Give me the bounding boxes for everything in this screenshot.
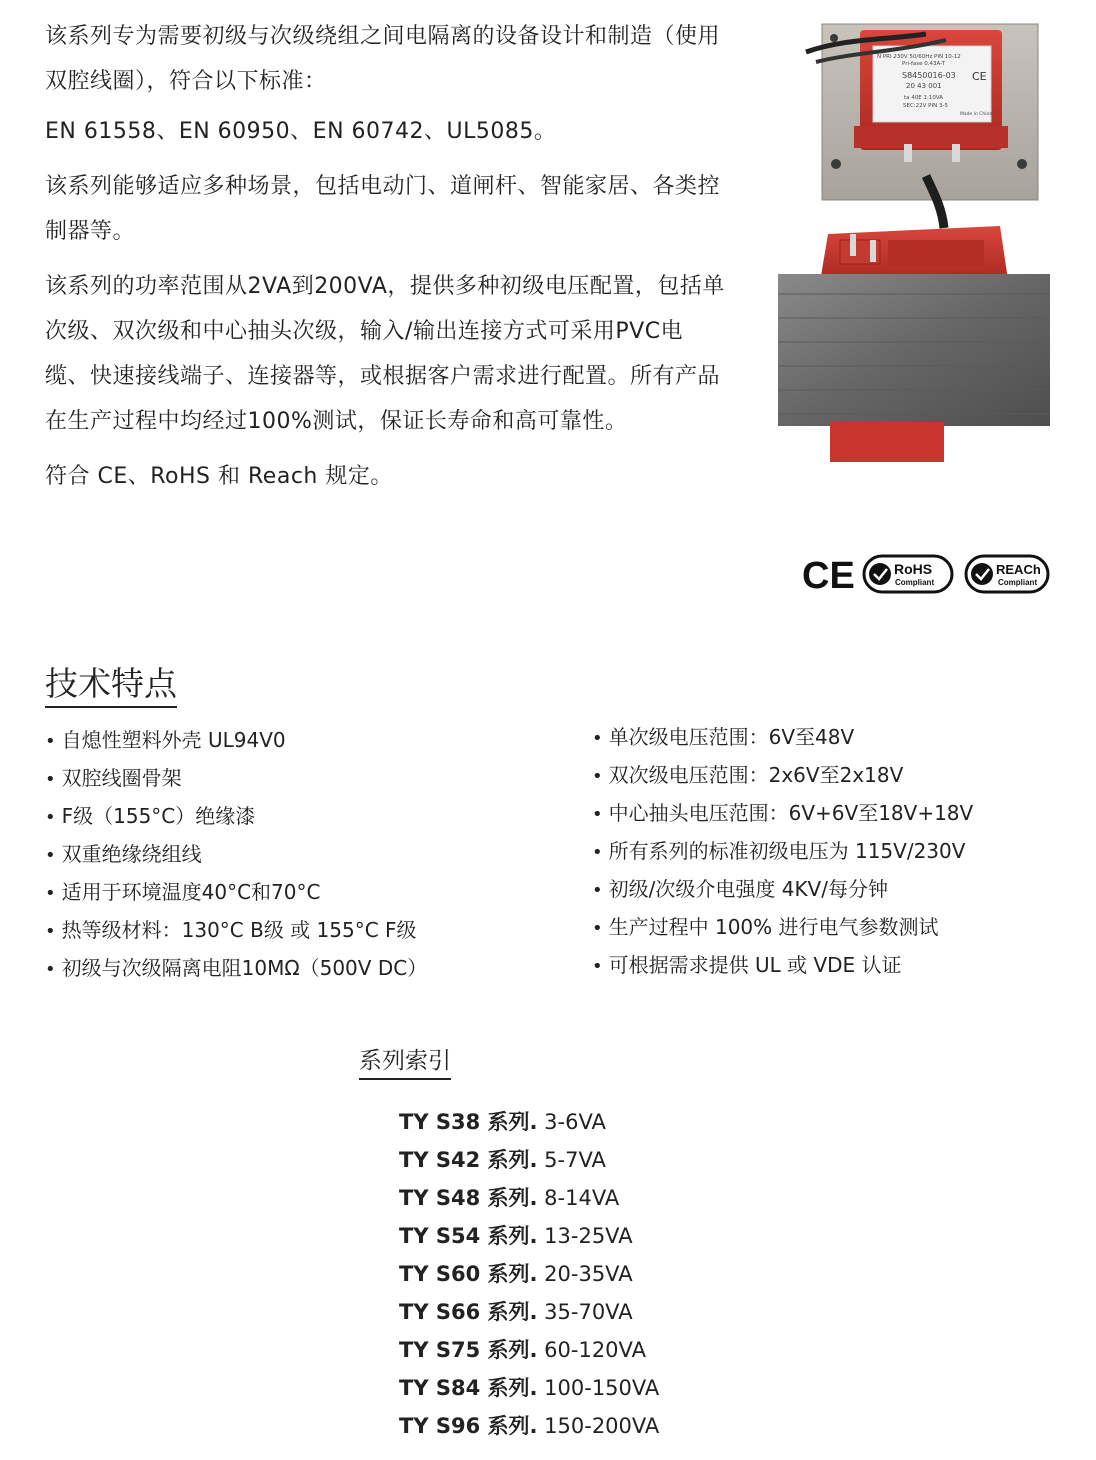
feature-item: • 生产过程中 100% 进行电气参数测试: [592, 909, 973, 947]
feature-item: • 中心抽头电压范围：6V+6V至18V+18V: [592, 795, 973, 833]
feature-item: • 自熄性塑料外壳 UL94V0: [45, 722, 427, 760]
series-code: TY S54 系列.: [399, 1224, 538, 1248]
feature-item: • 初级与次级隔离电阻10MΩ（500V DC）: [45, 950, 427, 988]
feature-item: • 单次级电压范围：6V至48V: [592, 719, 973, 757]
transformer-photo: [776, 18, 1054, 464]
series-index-item: [399, 1407, 659, 1445]
series-range: 150-200VA: [537, 1414, 660, 1438]
label-line: Made in China: [960, 112, 993, 117]
intro-paragraph-standards-lead: 该系列专为需要初级与次级绕组之间电隔离的设备设计和制造（使用双腔线圈），符合以下标准：: [45, 24, 721, 94]
series-code: TY S60 系列.: [399, 1262, 538, 1286]
series-range: 20-35VA: [537, 1262, 633, 1286]
intro-paragraph-power-range: 该系列的功率范围从2VA到200VA，提供多种初级电压配置，包括单次级、双次级和中心抽头次级，输入/输出连接方式可采用PVC电缆、快速接线端子、连接器等，或根据客户需求进行配置。所有产品在生产过程中均经过100%测试，保证长寿命和高可靠性。: [45, 274, 725, 434]
series-range: 60-120VA: [537, 1338, 646, 1362]
lower-laminated-core: [778, 274, 1050, 426]
series-index-item: [399, 1179, 659, 1217]
feature-item: • 双重绝缘绕组线: [45, 836, 427, 874]
svg-text:RoHS: RoHS: [894, 561, 933, 577]
terminal: [904, 144, 912, 162]
series-range: 35-70VA: [537, 1300, 633, 1324]
feature-item: • 所有系列的标准初级电压为 115V/230V: [592, 833, 973, 871]
intro-standards-list: EN 61558、EN 60950、EN 60742、UL5085。: [45, 119, 557, 144]
mount-hole: [831, 159, 841, 169]
intro-paragraph-applications: 该系列能够适应多种场景，包括电动门、道闸杆、智能家居、各类控制器等。: [45, 174, 721, 244]
series-range: 13-25VA: [537, 1224, 633, 1248]
series-index-title: 系列索引: [359, 1044, 451, 1080]
feature-item: • 适用于环境温度40°C和70°C: [45, 874, 427, 912]
svg-text:REACh: REACh: [996, 562, 1041, 577]
svg-text:Compliant: Compliant: [998, 578, 1038, 587]
svg-text:Compliant: Compliant: [895, 578, 935, 587]
series-code: TY S66 系列.: [399, 1300, 538, 1324]
series-range: 8-14VA: [537, 1186, 620, 1210]
rohs-compliant-icon: [864, 556, 952, 592]
mount-hole: [830, 34, 838, 42]
lower-red-base: [830, 422, 944, 462]
series-range: 3-6VA: [537, 1110, 606, 1134]
series-index-item: [399, 1255, 659, 1293]
feature-item: • 双腔线圈骨架: [45, 760, 427, 798]
label-line: Pri-fase 0.43A-T: [902, 61, 946, 67]
series-code: TY S75 系列.: [399, 1338, 538, 1362]
feature-item: • 双次级电压范围：2x6V至2x18V: [592, 757, 973, 795]
series-index-item: [399, 1103, 659, 1141]
intro-paragraph-compliance: 符合 CE、RoHS 和 Reach 规定。: [45, 464, 393, 489]
feature-item: • 热等级材料：130°C B级 或 155°C F级: [45, 912, 427, 950]
label-ce-mark: CE: [972, 70, 987, 83]
series-index-item: [399, 1369, 659, 1407]
terminal: [952, 144, 960, 162]
intro-text: [45, 14, 725, 509]
features-section-title: 技术特点: [45, 662, 177, 708]
feature-item: • 初级/次级介电强度 4KV/每分钟: [592, 871, 973, 909]
label-line: S8450016-03: [902, 71, 956, 80]
series-index-item: [399, 1293, 659, 1331]
series-index-item: [399, 1141, 659, 1179]
label-line: SEC:22V PIN 3-5: [903, 103, 948, 109]
terminal: [850, 234, 856, 256]
series-code: TY S96 系列.: [399, 1414, 538, 1438]
series-code: TY S38 系列.: [399, 1110, 538, 1134]
features-list-left: [45, 722, 427, 988]
series-range: 5-7VA: [537, 1148, 606, 1172]
feature-item: • 可根据需求提供 UL 或 VDE 认证: [592, 947, 973, 985]
label-line: ta 40E 1:10VA: [904, 95, 944, 101]
series-code: TY S84 系列.: [399, 1376, 538, 1400]
series-range: 100-150VA: [537, 1376, 660, 1400]
terminal: [870, 240, 876, 262]
series-index-list: [399, 1103, 659, 1445]
series-index-item: [399, 1217, 659, 1255]
series-code: TY S42 系列.: [399, 1148, 538, 1172]
reach-compliant-icon: [966, 556, 1048, 592]
label-line: 20 43 001: [906, 82, 942, 90]
mount-hole: [1017, 159, 1027, 169]
certification-logos: [800, 552, 1050, 596]
label-line: N PRI 230V 50/60Hz PIN 10-12: [877, 54, 961, 60]
series-index-item: [399, 1331, 659, 1369]
feature-item: • F级（155°C）绝缘漆: [45, 798, 427, 836]
features-list-right: [592, 719, 973, 985]
ce-mark-icon: CE: [802, 555, 855, 596]
series-code: TY S48 系列.: [399, 1186, 538, 1210]
